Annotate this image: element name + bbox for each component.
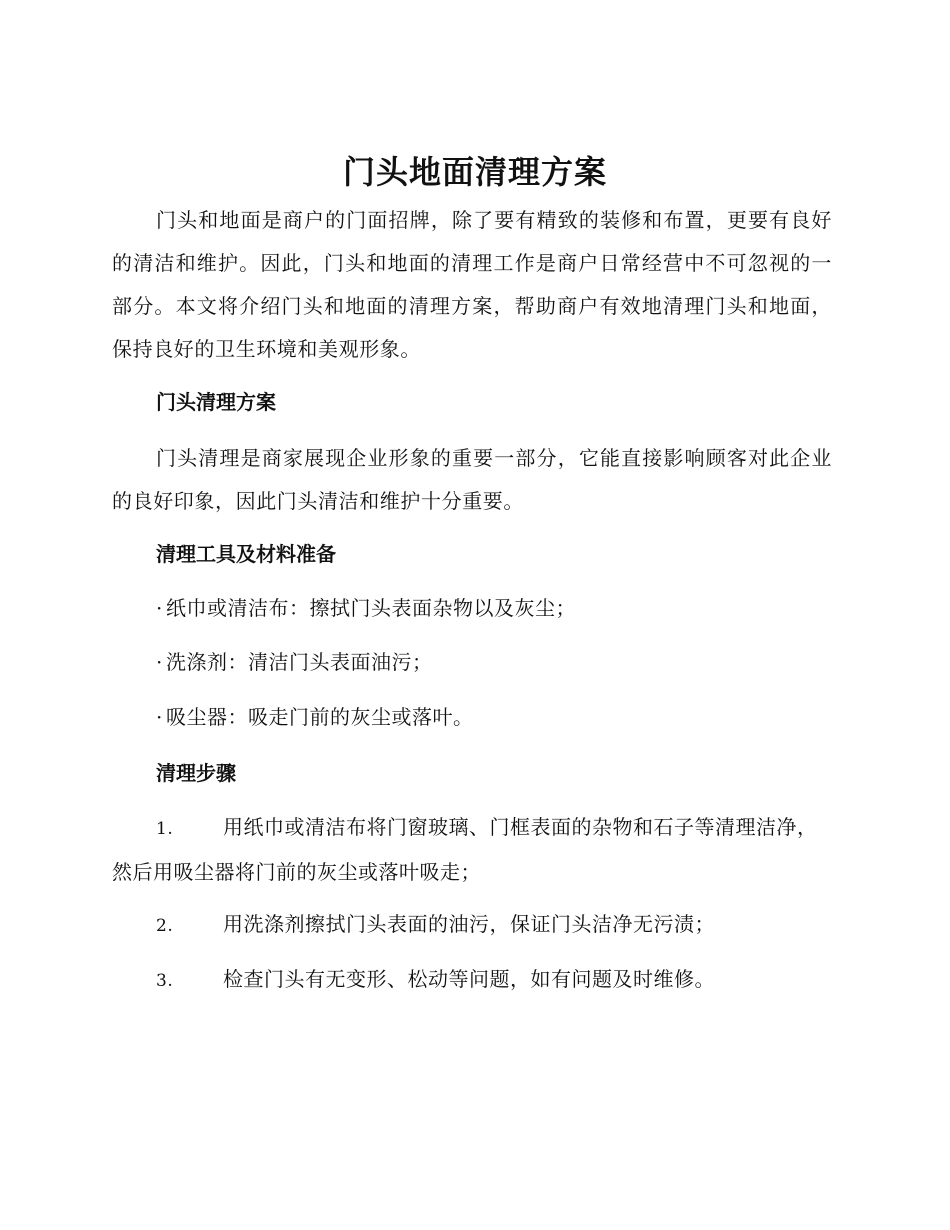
bullet-marker: · [156, 650, 163, 674]
section-heading-steps: 清理步骤 [156, 761, 236, 785]
intro-paragraph: 门头和地面是商户的门面招牌，除了要有精致的装修和布置，更要有良好的清洁和维护。因此，门头和地面的清理工作是商户日常经营中不可忽视的一部分。本文将介绍门头和地面的清理方案，帮助商户有效地清理门头和地面，保持良好的卫生环境和美观形象。 [112, 208, 832, 361]
step-number: 1. [156, 819, 174, 839]
numbered-step [112, 903, 832, 948]
list-item [156, 647, 433, 677]
list-item [156, 702, 474, 732]
section-heading-door-cleaning: 门头清理方案 [156, 390, 276, 414]
step-text: 用洗涤剂擦拭门头表面的油污，保证门头洁净无污渍； [223, 912, 715, 936]
list-item-text: 纸巾或清洁布：擦拭门头表面杂物以及灰尘； [166, 596, 576, 620]
document-title: 门头地面清理方案 [342, 153, 607, 191]
numbered-step [112, 806, 832, 894]
section-heading-tools: 清理工具及材料准备 [156, 542, 336, 566]
step-text: 用纸巾或清洁布将门窗玻璃、门框表面的杂物和石子等清理洁净，然后用吸尘器将门前的灰尘或落叶吸走； [112, 815, 818, 884]
step-number: 2. [156, 916, 174, 936]
bullet-marker: · [156, 705, 163, 729]
step-number: 3. [156, 971, 174, 991]
numbered-step [112, 958, 832, 1003]
step-text: 检查门头有无变形、松动等问题，如有问题及时维修。 [223, 967, 715, 991]
list-item-text: 吸尘器：吸走门前的灰尘或落叶。 [166, 705, 474, 729]
list-item [156, 593, 576, 623]
bullet-marker: · [156, 596, 163, 620]
list-item-text: 洗涤剂：清洁门头表面油污； [166, 650, 433, 674]
section-paragraph-door-cleaning: 门头清理是商家展现企业形象的重要一部分，它能直接影响顾客对此企业的良好印象，因此门头清洁和维护十分重要。 [112, 446, 832, 513]
